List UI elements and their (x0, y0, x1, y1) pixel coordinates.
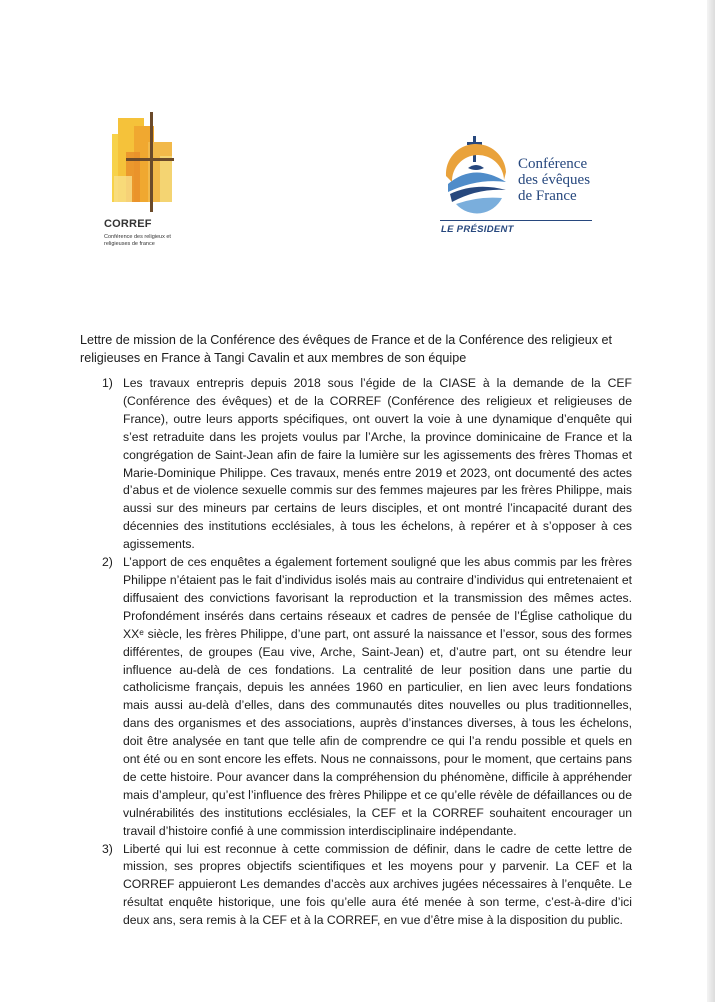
list-item (80, 375, 632, 554)
item-text: Les travaux entrepris depuis 2018 sous l’égide de la CIASE à la demande de la CEF (Conférence des évêques) et de la CORREF (Conférence des religieux et religieuses de France), outre leurs apports spécifiques, ont ouvert la voie à une dynamique d’enquête qui s’est retraduite dans les projets voulus par l’Arche, la province dominicaine de France et la congrégation de Saint-Jean afin de faire la lumière sur les agissements des frères Thomas et Marie-Dominique Philippe. Ces travaux, menés entre 2019 et 2023, ont documenté des actes d’abus et de violence sexuelle commis sur des femmes majeures par les frères Philippe, mais aussi sur des mineurs par certains de leurs disciples, et ont montré l’incapacité durant des décennies des institutions ecclésiales, à tous les échelons, à repérer et à s’opposer à ces agissements. (123, 376, 632, 552)
corref-name: CORREF (104, 218, 152, 230)
cef-name-line3: de France (518, 188, 577, 204)
corref-emblem-icon (104, 112, 178, 216)
document-title: Lettre de mission de la Conférence des évêques de France et de la Conférence des religieux et religieuses en France à Tangi Cavalin et aux membres de son équipe (80, 333, 613, 365)
item-number: 3) (102, 841, 113, 856)
list-item (80, 554, 632, 841)
cef-name-line1: Conférence (518, 156, 588, 172)
cef-divider (440, 220, 592, 221)
corref-logo (100, 112, 180, 252)
item-number: 1) (102, 376, 113, 390)
item-text: L’apport de ces enquêtes a également fortement souligné que les abus commis par les frères Philippe n’étaient pas le fait d’individus isolés mais au contraire d’individus qui entretenaient et diffusaient des convictions favorisant la reproduction et la transmission des mêmes actes. Profondément insérés dans certains réseaux et cadres de pensée de l’Église catholique du XXᵉ siècle, les frères Philippe, d’une part, ont assuré la naissance et l’essor, sous des formes différentes, de groupes (Eau vive, Arche, Saint-Jean) et, d’autre part, ont su étendre leur influence au-delà de ces fondations. La centralité de leur position dans une partie du catholicisme français, depuis les années 1960 en particulier, en lien avec leurs fondations mais aussi au-delà d’elles, dans des communautés dites nouvelles ou plus traditionnelles, dans des organismes et des associations, auprès d’instances diverses, à tous les échelons, doit être analysée en tant que telle afin de comprendre ce qui l’a rendu possible et quels en ont été ou en sont encore les effets. Nous ne connaissons, pour le moment, que certains pans de cette histoire. Pour avancer dans la compréhension du phénomène, difficile à appréhender mais d’ampleur, qu’est l’influence des frères Philippe et ce qu’elle révèle de défaillances ou de vulnérabilités des institutions ecclésiales, la CEF et la CORREF souhaitent encourager un travail d’histoire confié à une commission interdisciplinaire indépendante. (123, 555, 632, 838)
corref-subtitle: Conférence des religieux et religieuses de france (104, 234, 171, 247)
cef-name-line2: des évêques (518, 172, 591, 188)
item-text: Liberté qui lui est reconnue à cette commission de définir, dans le cadre de cette lettre de mission, ses propres objectifs scientifiques et les moyens pour y parvenir. La CEF et la CORREF appuieront Les demandes d’accès aux archives jugées nécessaires à l’enquête. Le résultat enquête historique, une fois qu’elle aura été menée à son terme, c’est-à-dire d’ici deux ans, sera remis à la CEF et à la CORREF, en vue d’être mise à la disposition du public. (123, 841, 632, 928)
cef-emblem-icon (438, 132, 516, 218)
list-item (80, 841, 632, 931)
page-edge-shadow (707, 0, 715, 1002)
cef-logo (438, 132, 598, 242)
cef-role: LE PRÉSIDENT (441, 224, 514, 235)
mission-points-list (80, 375, 632, 930)
item-number: 2) (102, 555, 113, 570)
